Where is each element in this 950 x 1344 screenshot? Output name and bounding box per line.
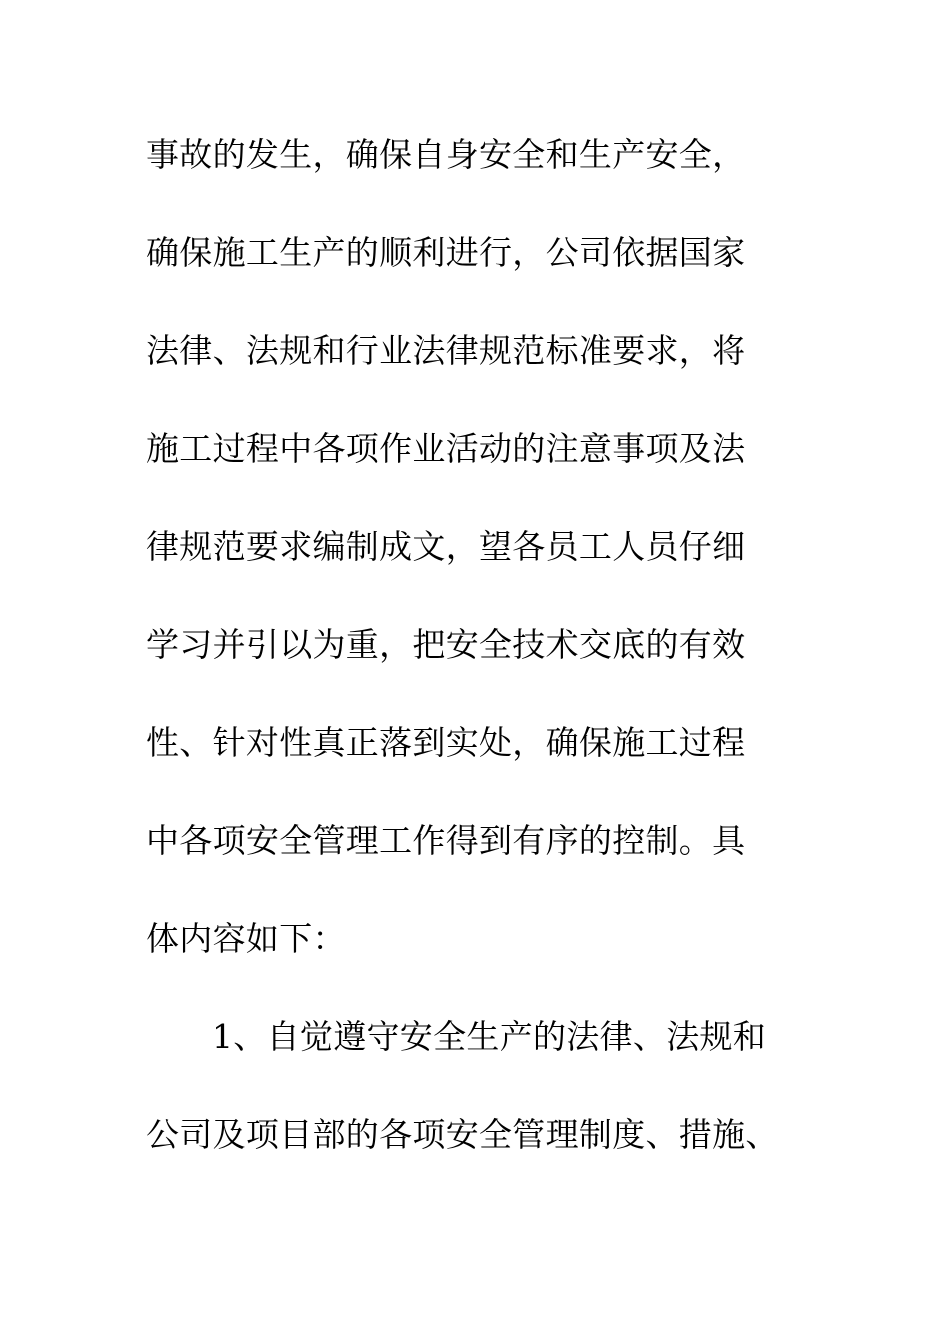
body-text [146,125,806,1203]
text-line-8: 中各项安全管理工作得到有序的控制。具 [146,821,746,860]
text-line-6: 学习并引以为重，把安全技术交底的有效 [146,625,746,664]
text-line-2: 确保施工生产的顺利进行，公司依据国家 [146,233,746,272]
text-line-11: 公司及项目部的各项安全管理制度、措施、 [146,1115,779,1154]
text-line-10: 1、自觉遵守安全生产的法律、法规和 [212,1017,767,1056]
text-line-7: 性、针对性真正落到实处，确保施工过程 [146,723,746,762]
text-line-3: 法律、法规和行业法律规范标准要求，将 [146,331,746,370]
text-line-4: 施工过程中各项作业活动的注意事项及法 [146,429,746,468]
text-line-5: 律规范要求编制成文，望各员工人员仔细 [146,527,746,566]
text-line-9: 体内容如下： [146,919,346,958]
text-line-1: 事故的发生，确保自身安全和生产安全， [146,135,746,174]
